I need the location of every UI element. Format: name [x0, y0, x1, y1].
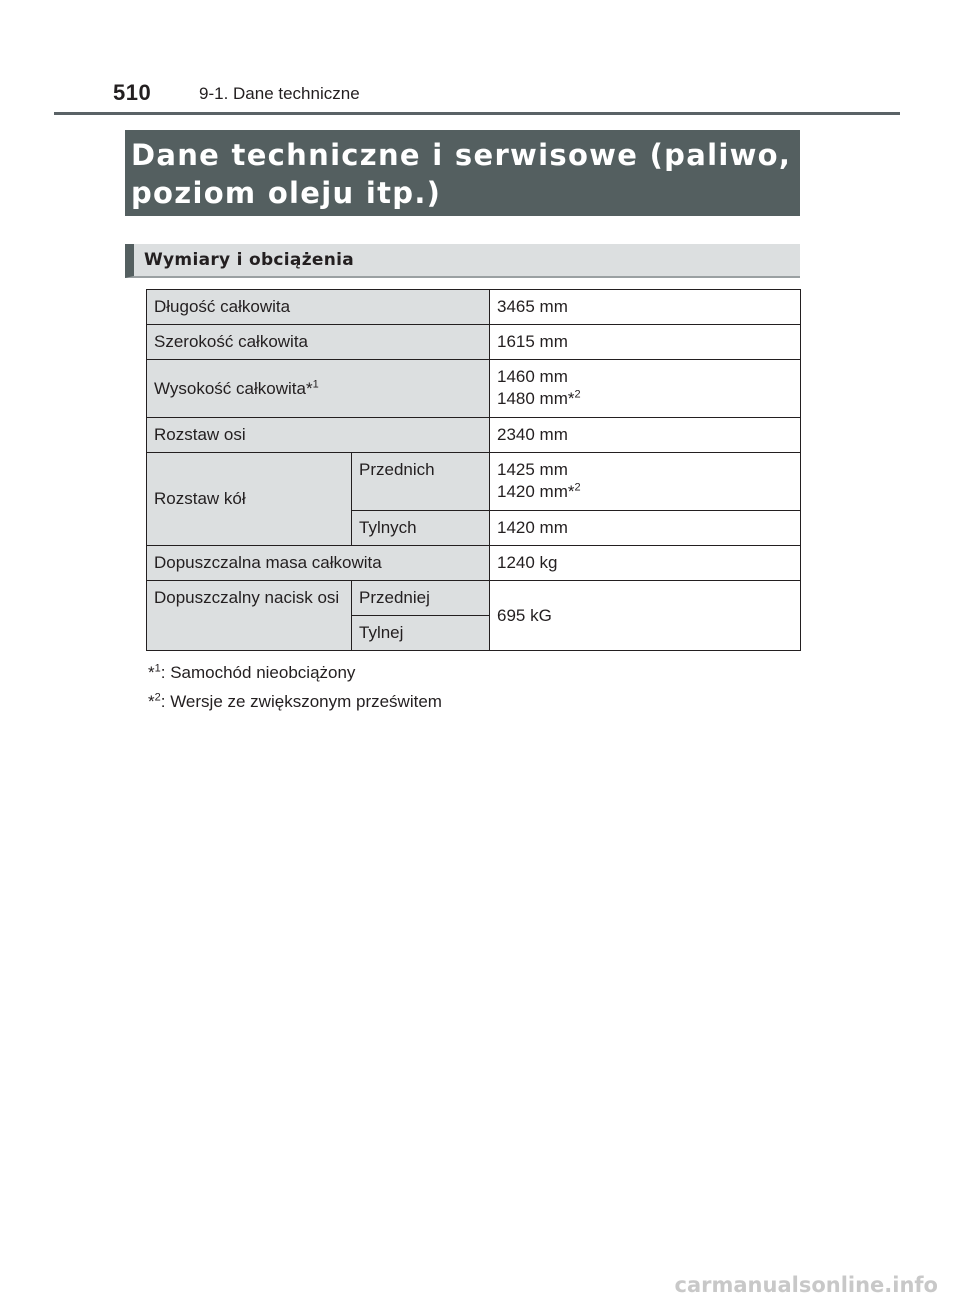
gvw-value: 1240 kg: [490, 546, 801, 581]
axle-front-label: Przedniej: [352, 581, 490, 616]
height-value-2-footnote-ref: 2: [574, 388, 581, 401]
height-value-1: 1460 mm: [497, 367, 568, 386]
footnote-1: [148, 663, 355, 683]
watermark: carmanualsonline.info: [674, 1273, 938, 1297]
track-rear-value: 1420 mm: [490, 511, 801, 546]
gvw-label: Dopuszczalna masa całkowita: [147, 546, 490, 581]
track-rear-label: Tylnych: [352, 511, 490, 546]
header-rule: [54, 112, 900, 115]
wheelbase-label: Rozstaw osi: [147, 418, 490, 453]
table-row: [147, 546, 801, 581]
track-label: Rozstaw kół: [147, 453, 352, 546]
table-row: [147, 290, 801, 325]
wheelbase-value: 2340 mm: [490, 418, 801, 453]
section-heading-bar: [125, 244, 800, 278]
width-value: 1615 mm: [490, 325, 801, 360]
footnote-2: [148, 692, 442, 712]
height-label: Wysokość całkowita*: [154, 378, 313, 398]
height-value-cell: [490, 360, 801, 418]
axle-load-label: Dopuszczalny nacisk osi: [147, 581, 352, 651]
footnote-2-number: 2: [154, 691, 161, 704]
axle-rear-label: Tylnej: [352, 616, 490, 651]
dimensions-table: [146, 289, 801, 651]
height-label-cell: [147, 360, 490, 418]
page-title: [131, 136, 800, 212]
width-label: Szerokość całkowita: [147, 325, 490, 360]
track-front-value-2: 1420 mm*: [497, 482, 575, 501]
track-front-value-1: 1425 mm: [497, 460, 568, 479]
footnote-2-mark: *: [148, 692, 155, 711]
page-title-line-1: Dane techniczne i serwisowe (paliwo,: [131, 138, 792, 172]
table-row: [147, 325, 801, 360]
height-value-2: 1480 mm*: [497, 389, 575, 408]
table-row: [147, 360, 801, 418]
track-front-label: Przednich: [352, 453, 490, 511]
page-number: 510: [113, 80, 152, 105]
table-row: [147, 418, 801, 453]
length-value: 3465 mm: [490, 290, 801, 325]
footnote-1-text: : Samochód nieobciążony: [160, 663, 356, 682]
table-row: [147, 581, 801, 616]
table-row: [147, 453, 801, 511]
height-footnote-ref: 1: [312, 377, 319, 390]
section-heading: Wymiary i obciążenia: [144, 250, 355, 270]
track-front-footnote-ref: 2: [574, 481, 581, 494]
footnote-2-text: : Wersje ze zwiększonym prześwitem: [160, 692, 442, 711]
length-label: Długość całkowita: [147, 290, 490, 325]
footnote-1-mark: *: [148, 663, 155, 682]
footnote-1-number: 1: [154, 662, 161, 675]
track-front-value-cell: [490, 453, 801, 511]
axle-load-value: 695 kG: [490, 581, 801, 651]
page-title-line-2: poziom oleju itp.): [131, 176, 442, 210]
page-title-box: [125, 130, 800, 216]
breadcrumb: 9-1. Dane techniczne: [199, 84, 360, 103]
